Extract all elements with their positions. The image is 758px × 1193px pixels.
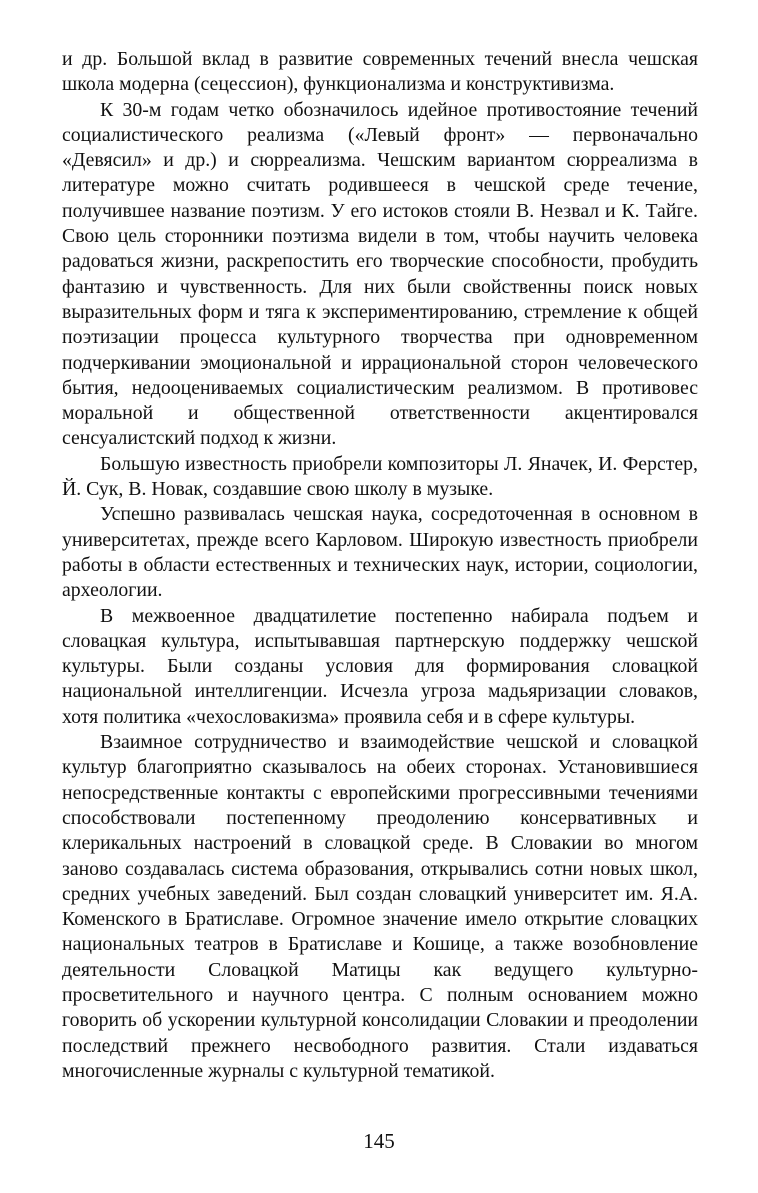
page-number: 145: [363, 1129, 395, 1153]
page-body: [62, 47, 698, 1084]
paragraph-composers: Большую известность приобрели композиторы Л. Яначек, И. Ферстер, Й. Сук, В. Новак, создавшие свою школу в музыке.: [62, 452, 698, 501]
paragraph-continued: и др. Большой вклад в развитие современных течений внесла чешская школа модерна (сецессион), функционализма и конструктивизма.: [62, 48, 698, 96]
paragraph-cooperation: Взаимное сотрудничество и взаимодействие чешской и словацкой культур благоприятно сказывалось на обеих сторонах. Установившиеся непосредственные контакты с европейскими прогрессивными течениями способствовали постепенному преодолению консервативных и клерикальных настроений в словацкой среде. В Словакии во многом заново создавалась система образования, открывались сотни новых школ, средних учебных заведений. Был создан словацкий университет им. Я.А. Коменского в Братиславе. Огромное значение имело открытие словацких национальных театров в Братиславе и Кошице, а также возобновление деятельности Словацкой Матицы как ведущего культурно-просветительного и научного центра. С полным основанием можно говорить об ускорении культурной консолидации Словакии и преодолении последствий прежнего несвободного развития. Стали издаваться многочисленные журналы с культурной тематикой.: [62, 731, 698, 1082]
paragraph-slovak-culture: В межвоенное двадцатилетие постепенно набирала подъем и словацкая культура, испытывавшая партнерскую поддержку чешской культуры. Были созданы условия для формирования словацкой национальной интеллигенции. Исчезла угроза мадьяризации словаков, хотя политика «чехословакизма» проявила себя и в сфере культуры.: [62, 604, 698, 728]
paragraph-science: Успешно развивалась чешская наука, сосредоточенная в основном в университетах, прежде всего Карловом. Широкую известность приобрели работы в области естественных и технических наук, истории, социологии, археологии.: [62, 503, 698, 602]
paragraph-poetism: К 30-м годам четко обозначилось идейное противостояние течений социалистического реализма («Левый фронт» — первоначально «Девясил» и др.) и сюрреализма. Чешским вариантом сюрреализма в литературе можно считать родившееся в чешской среде течение, получившее название поэтизм. У его истоков стояли В. Незвал и К. Тайге. Свою цель сторонники поэтизма видели в том, чтобы научить человека радоваться жизни, раскрепостить его творческие способности, пробудить фантазию и чувственность. Для них были свойственны поиск новых выразительных форм и тяга к экспериментированию, стремление к общей поэтизации процесса культурного творчества при одновременном подчеркивании эмоциональной и иррациональной сторон человеческого бытия, недооцениваемых социалистическим реализмом. В противовес моральной и общественной ответственности акцентировался сенсуалистский подход к жизни.: [62, 98, 698, 450]
